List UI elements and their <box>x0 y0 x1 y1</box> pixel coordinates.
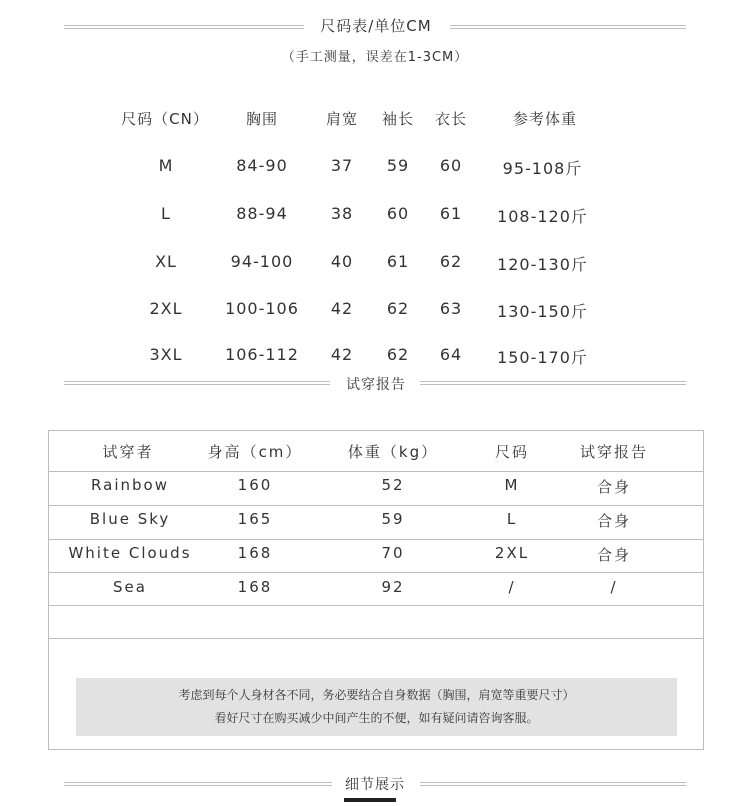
size-cell: 37 <box>330 156 354 175</box>
size-cell: 42 <box>330 299 354 318</box>
size-chart-subtitle: （手工测量，误差在1-3CM） <box>281 50 469 65</box>
size-cell: 2XL <box>149 299 183 318</box>
size-cell: 95-108斤 <box>502 159 583 178</box>
fit-cell: 59 <box>381 510 405 528</box>
size-cell: 64 <box>439 345 463 364</box>
size-cell: 3XL <box>149 345 183 364</box>
fit-divider-left <box>64 381 330 385</box>
row-divider <box>48 539 704 540</box>
fit-cell-name: Sea <box>113 578 147 596</box>
fit-report-title: 试穿报告 <box>346 377 406 393</box>
fit-note-box <box>76 678 677 736</box>
fit-cell: 160 <box>237 476 273 494</box>
fit-note-line-1: 考虑到每个人身材各不同，务必要结合自身数据（胸围，肩宽等重要尺寸） <box>178 688 575 702</box>
size-header-shoulder: 肩宽 <box>325 110 358 128</box>
size-cell: L <box>161 204 171 223</box>
size-cell: 62 <box>386 345 410 364</box>
fit-cell: 70 <box>381 544 405 562</box>
fit-cell: 165 <box>237 510 273 528</box>
fit-cell: 168 <box>237 578 273 596</box>
size-header-length: 衣长 <box>434 110 467 128</box>
row-divider <box>48 471 704 472</box>
size-cell: 108-120斤 <box>497 207 588 226</box>
fit-cell: / <box>610 578 618 596</box>
row-divider <box>48 605 704 606</box>
size-cell: 94-100 <box>230 252 294 271</box>
size-cell: 61 <box>439 204 463 223</box>
size-cell: 60 <box>386 204 410 223</box>
fit-header-report: 试穿报告 <box>579 443 648 461</box>
fit-divider-right <box>420 381 686 385</box>
row-divider <box>48 638 704 639</box>
details-title: 细节展示 <box>345 777 405 793</box>
row-divider <box>48 505 704 506</box>
size-cell: 61 <box>386 252 410 271</box>
size-cell: 100-106 <box>225 299 299 318</box>
size-cell: 120-130斤 <box>497 255 588 274</box>
size-cell: 59 <box>386 156 410 175</box>
size-cell: 42 <box>330 345 354 364</box>
fit-cell: 2XL <box>494 544 530 562</box>
fit-cell: 52 <box>381 476 405 494</box>
fit-cell: M <box>504 476 520 494</box>
title-divider-right <box>450 25 686 29</box>
fit-cell-name: Blue Sky <box>89 510 171 528</box>
size-header-weight: 参考体重 <box>512 110 577 128</box>
fit-cell: 合身 <box>596 512 631 530</box>
fit-cell: 168 <box>237 544 273 562</box>
details-divider-right <box>420 782 686 786</box>
title-divider-left <box>64 25 304 29</box>
fit-cell-name: White Clouds <box>68 544 192 562</box>
fit-cell: 合身 <box>596 478 631 496</box>
size-cell: 150-170斤 <box>497 348 588 367</box>
size-cell: 40 <box>330 252 354 271</box>
size-cell: XL <box>155 252 177 271</box>
fit-header-size: 尺码 <box>494 443 529 461</box>
fit-header-tester: 试穿者 <box>102 443 154 461</box>
fit-header-weight: 体重（kg） <box>347 443 439 461</box>
size-cell: 62 <box>386 299 410 318</box>
size-cell: 60 <box>439 156 463 175</box>
fit-header-height: 身高（cm） <box>207 443 303 461</box>
size-cell: M <box>158 156 174 175</box>
size-chart-title: 尺码表/单位CM <box>320 17 432 35</box>
size-header-sleeve: 袖长 <box>381 110 414 128</box>
size-cell: 38 <box>330 204 354 223</box>
size-cell: 88-94 <box>236 204 288 223</box>
fit-note-line-2: 看好尺寸在购买减少中间产生的不便，如有疑问请咨询客服。 <box>214 711 539 725</box>
fit-cell-name: Rainbow <box>91 476 169 494</box>
size-cell: 106-112 <box>225 345 299 364</box>
fit-cell: L <box>506 510 518 528</box>
size-cell: 63 <box>439 299 463 318</box>
size-header-chest: 胸围 <box>245 110 278 128</box>
size-cell: 84-90 <box>236 156 288 175</box>
fit-cell: 92 <box>381 578 405 596</box>
fit-cell: / <box>508 578 516 596</box>
size-header-size: 尺码（CN） <box>121 110 209 128</box>
row-divider <box>48 572 704 573</box>
details-underline <box>344 798 396 802</box>
fit-cell: 合身 <box>596 546 631 564</box>
size-cell: 62 <box>439 252 463 271</box>
size-cell: 130-150斤 <box>497 302 588 321</box>
details-divider-left <box>64 782 332 786</box>
